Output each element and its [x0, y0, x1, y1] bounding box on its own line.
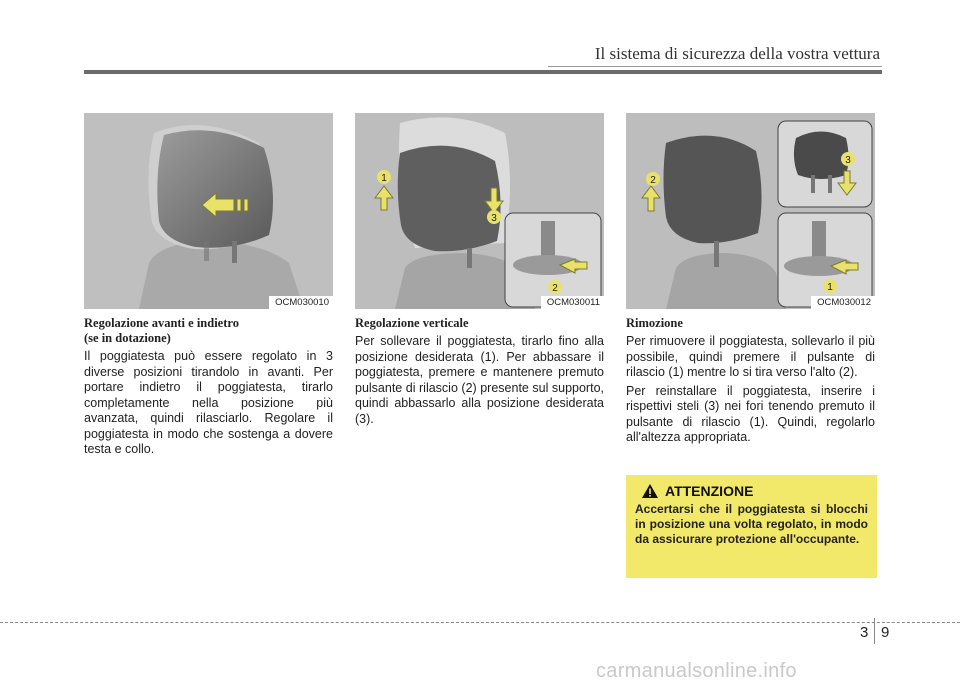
warning-text: Accertarsi che il poggiatesta si blocchi in posizione una volta regolato, in modo da assicurare protezione all'occupante. [635, 502, 868, 546]
figure-code: OCM030012 [811, 296, 875, 309]
callout-3: 3 [845, 155, 851, 166]
warning-title: ATTENZIONE [665, 483, 754, 499]
footer-rule [0, 622, 960, 623]
heading-line-1: Regolazione avanti e indietro [84, 316, 239, 330]
body-paragraph: Per reinstallare il poggiatesta, inserire i rispettivi steli (3) nei fori tenendo premuto il pulsante di rilascio (1). Quindi, regolarlo all'altezza appropriata. [626, 383, 875, 444]
callout-1: 1 [827, 282, 833, 293]
headrest-illustration-2 [355, 113, 604, 309]
section-heading: Rimozione [626, 316, 683, 330]
column-forward-backward [84, 316, 333, 461]
header-rule-thin [548, 66, 882, 67]
warning-header [635, 483, 868, 499]
section-title: Il sistema di sicurezza della vostra vettura [594, 44, 880, 63]
callout-2: 2 [650, 175, 656, 186]
body-paragraph: Per sollevare il poggiatesta, tirarlo fino alla posizione desiderata (1). Per abbassare il poggiatesta, premere e mantenere premuto pulsante di rilascio (2) presente sul supporto, quindi abbassarlo alla posizione desiderata (3). [355, 334, 604, 426]
column-removal [626, 316, 875, 449]
figure-code: OCM030011 [541, 296, 604, 309]
warning-box [626, 475, 877, 578]
warning-triangle-icon [641, 483, 659, 499]
callout-1: 1 [381, 173, 387, 184]
headrest-illustration-3 [626, 113, 875, 309]
header-rule [84, 70, 882, 74]
watermark: carmanualsonline.info [596, 660, 797, 682]
figure-code: OCM030010 [269, 296, 333, 309]
section-heading: Regolazione verticale [355, 316, 469, 330]
headrest-illustration-1 [84, 113, 333, 309]
figure-removal [626, 113, 875, 309]
page-section-number: 3 [860, 624, 869, 641]
heading-line-2: (se in dotazione) [84, 331, 171, 345]
body-paragraph: Il poggiatesta può essere regolato in 3 diverse posizioni tirandolo in avanti. Per portare indietro il poggiatesta, tirarlo completamente nella posizione più avanzata, quindi rilasciarlo. Regolare il poggiatesta in modo che sostenga a dovere testa e collo. [84, 349, 333, 456]
section-heading [84, 316, 333, 346]
callout-2: 2 [552, 283, 558, 294]
figure-forward-backward [84, 113, 333, 309]
figure-vertical-adjust [355, 113, 604, 309]
callout-3: 3 [491, 213, 497, 224]
body-paragraph: Per rimuovere il poggiatesta, sollevarlo il più possibile, quindi premere il pulsante di rilascio (1) mentre lo si tira verso l'alto (2). [626, 334, 875, 379]
column-vertical-adjust [355, 316, 604, 430]
page-number-separator [874, 618, 875, 644]
page-number: 9 [881, 624, 890, 641]
